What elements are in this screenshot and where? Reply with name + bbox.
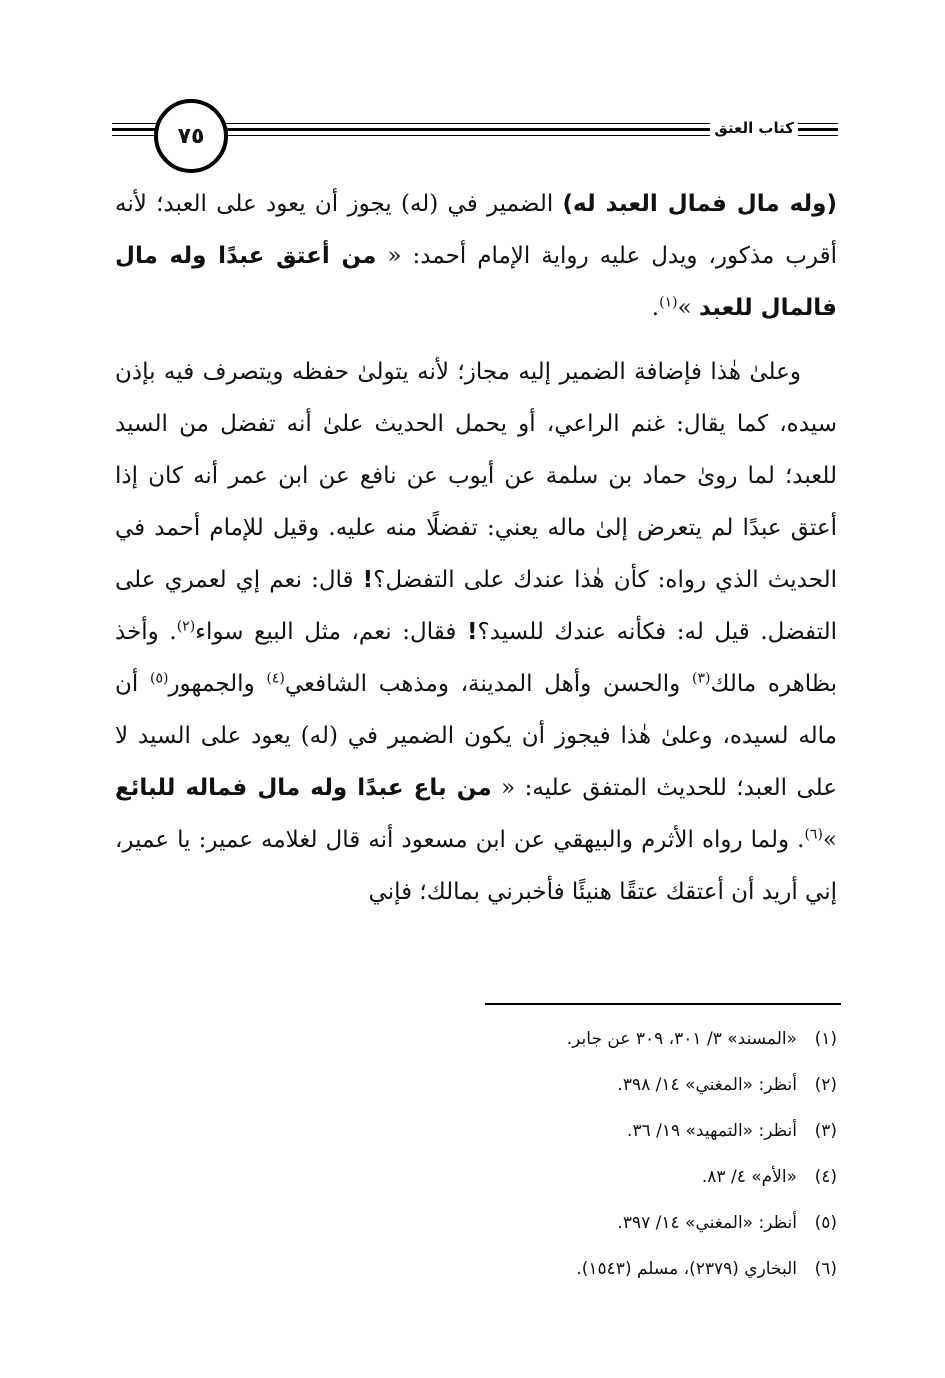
paragraph <box>115 178 837 334</box>
text-run: والحسن وأهل المدينة، ومذهب الشافعي <box>284 671 692 697</box>
footnote-item <box>115 1108 837 1154</box>
footnote-text: «المسند» ٣/ ٣٠١، ٣٠٩ عن جابر. <box>566 1029 797 1049</box>
running-title: كتاب العتق <box>710 119 798 137</box>
footnote-item <box>115 1154 837 1200</box>
footnote-text: «الأم» ٤/ ٨٣. <box>701 1167 797 1187</box>
paragraph <box>115 346 837 918</box>
footnote-number: (١) <box>814 1029 837 1049</box>
footnote-marker: (٢) <box>176 618 196 635</box>
page-number: ٧٥ <box>177 123 205 149</box>
page-number-badge <box>154 99 228 173</box>
footnote-number: (٢) <box>814 1075 837 1095</box>
bold-text: ! <box>466 619 478 645</box>
footnote-marker: (٤) <box>266 670 285 687</box>
bold-text: من أعتق عبدًا وله مال فالمال للعبد <box>115 243 837 321</box>
footnote-number: (٣) <box>814 1121 837 1141</box>
footnote-text: أنظر: «التمهيد» ١٩/ ٣٦. <box>627 1121 797 1141</box>
text-run: وعلىٰ هٰذا فإضافة الضمير إليه مجاز؛ لأنه يتولىٰ حفظه ويتصرف فيه بإذن سيده، كما يقال: غنم الراعي، أو يحمل الحديث علىٰ أنه تفضل من السيد للعبد؛ لما روىٰ حماد بن سلمة عن أيوب عن نافع عن ابن عمر أنه كان إذا أعتق عبدًا لم يتعرض إلىٰ ماله يعني: تفضلًا منه عليه. وقيل للإمام أحمد في الحديث الذي رواه: كأن هٰذا عندك على التفضل؟ <box>115 359 837 593</box>
text-run: . <box>651 295 660 321</box>
footnote-number: (٦) <box>814 1259 837 1279</box>
footnote-item <box>115 1200 837 1246</box>
footnote-separator <box>485 1003 841 1005</box>
footnote-text: أنظر: «المغني» ١٤/ ٣٩٨. <box>617 1075 797 1095</box>
bold-text: من باع عبدًا وله مال فماله للبائع <box>115 775 492 801</box>
footnote-marker: (٥) <box>149 670 169 687</box>
text-run: » <box>677 295 699 321</box>
footnote-text: البخاري (٢٣٧٩)، مسلم (١٥٤٣). <box>576 1259 797 1279</box>
text-run: الضمير في (له) يجوز أن يعود على العبد؛ لأنه أقرب مذكور، ويدل عليه رواية الإمام أحمد: « <box>115 191 837 269</box>
footnote-item <box>115 1246 837 1292</box>
bold-text: ! <box>362 567 374 593</box>
footnote-text: أنظر: «المغني» ١٤/ ٣٩٧. <box>617 1213 797 1233</box>
text-run: . وأخذ بظاهره مالك <box>115 619 837 697</box>
footnotes <box>115 1016 837 1292</box>
text-run: » <box>822 827 837 853</box>
text-run: قال: نعم إي لعمري على التفضل. قيل له: فكأنه عندك للسيد؟ <box>115 567 837 645</box>
footnote-item <box>115 1062 837 1108</box>
footnote-number: (٤) <box>814 1167 837 1187</box>
main-text <box>115 178 837 918</box>
text-run: فقال: نعم، مثل البيع سواء <box>195 619 467 645</box>
page-header <box>112 95 838 185</box>
footnote-item <box>115 1016 837 1062</box>
footnote-marker: (٦) <box>804 826 823 843</box>
text-run: أن ماله لسيده، وعلىٰ هٰذا فيجوز أن يكون الضمير في (له) يعود على السيد لا على العبد؛ للحديث المتفق عليه: « <box>115 671 838 801</box>
footnote-number: (٥) <box>814 1213 837 1233</box>
text-run: والجمهور <box>168 671 267 697</box>
text-run: . ولما رواه الأثرم والبيهقي عن ابن مسعود أنه قال لغلامه عمير: يا عمير، إني أريد أن أعتقك عتقًا هنيئًا فأخبرني بمالك؛ فإني <box>115 827 837 905</box>
bold-text: (وله مال فمال العبد له) <box>562 191 837 217</box>
footnote-marker: (٣) <box>691 670 711 687</box>
footnote-marker: (١) <box>659 294 678 311</box>
